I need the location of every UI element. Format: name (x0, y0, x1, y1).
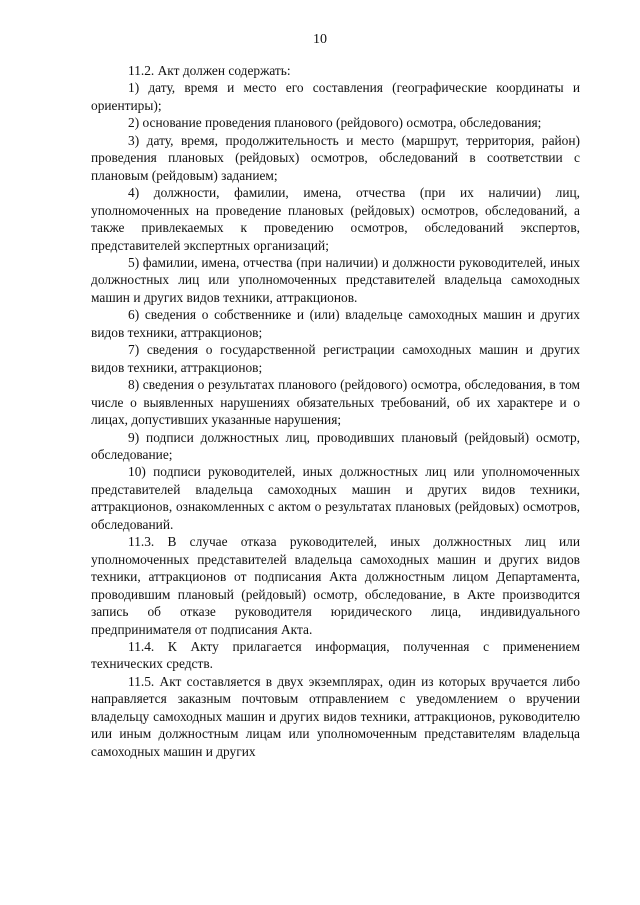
list-item-10: 10) подписи руководителей, иных должностных лиц или уполномоченных представителей владельца самоходных машин и других видов техники, аттракционов, ознакомленных с актом о результатах плановых (рейдовых) осмотров, обследований. (91, 464, 580, 532)
list-item-2: 2) основание проведения планового (рейдового) осмотра, обследования; (128, 115, 542, 131)
list-item-1: 1) дату, время и место его составления (географические координаты и ориентиры); (91, 80, 580, 113)
paragraph-11-4: 11.4. К Акту прилагается информация, полученная с применением технических средств. (91, 638, 580, 672)
list-item-9: 9) подписи должностных лиц, проводивших плановый (рейдовый) осмотр, обследование; (91, 429, 580, 462)
paragraph-11-5: 11.5. Акт составляется в двух экземплярах, один из которых вручается либо направляется заказным почтовым отправлением с уведомлением о вручении владельцу самоходных машин и других видов техники, аттракционов, руководителю или иным должностным лицам или уполномоченным представителям владельца самоходных машин и других (91, 673, 580, 759)
list-item-8: 8) сведения о результатах планового (рейдового) осмотра, обследования, в том числе о выявленных нарушениях обязательных требований, об их характере и о лицах, допустивших указанные нарушения; (91, 377, 580, 428)
document-body (91, 62, 580, 760)
page-number: 10 (313, 32, 327, 47)
list-item-4: 4) должности, фамилии, имена, отчества (при их наличии) лиц, уполномоченных на проведение плановых (рейдовых) осмотров, обследований, а также привлекаемых к проведению осмотров, обследований экспертов, представителей экспертных организаций; (91, 185, 580, 253)
list-item-5: 5) фамилии, имена, отчества (при наличии) и должности руководителей, иных должностных лиц или уполномоченных представителей владельца самоходных машин и других видов техники, аттракционов. (91, 254, 580, 305)
list-item-6: 6) сведения о собственнике и (или) владельце самоходных машин и других видов техники, аттракционов; (91, 307, 580, 340)
list-item-3: 3) дату, время, продолжительность и место (маршрут, территория, район) проведения плановых (рейдовых) осмотров, обследований в соответствии с плановым (рейдовым) заданием; (91, 132, 580, 183)
list-item-7: 7) сведения о государственной регистрации самоходных машин и других видов техники, аттракционов; (91, 342, 580, 375)
paragraph-11-3: 11.3. В случае отказа руководителей, иных должностных лиц или уполномоченных представителей владельца самоходных машин и других видов техники, аттракционов от подписания Акта должностным лицом Департамента, проводившим плановый (рейдовый) осмотр, обследование, в Акте производится запись об отказе руководителя юридического лица, индивидуального предпринимателя от подписания Акта. (91, 534, 580, 637)
paragraph-11-2: 11.2. Акт должен содержать: (128, 63, 291, 78)
